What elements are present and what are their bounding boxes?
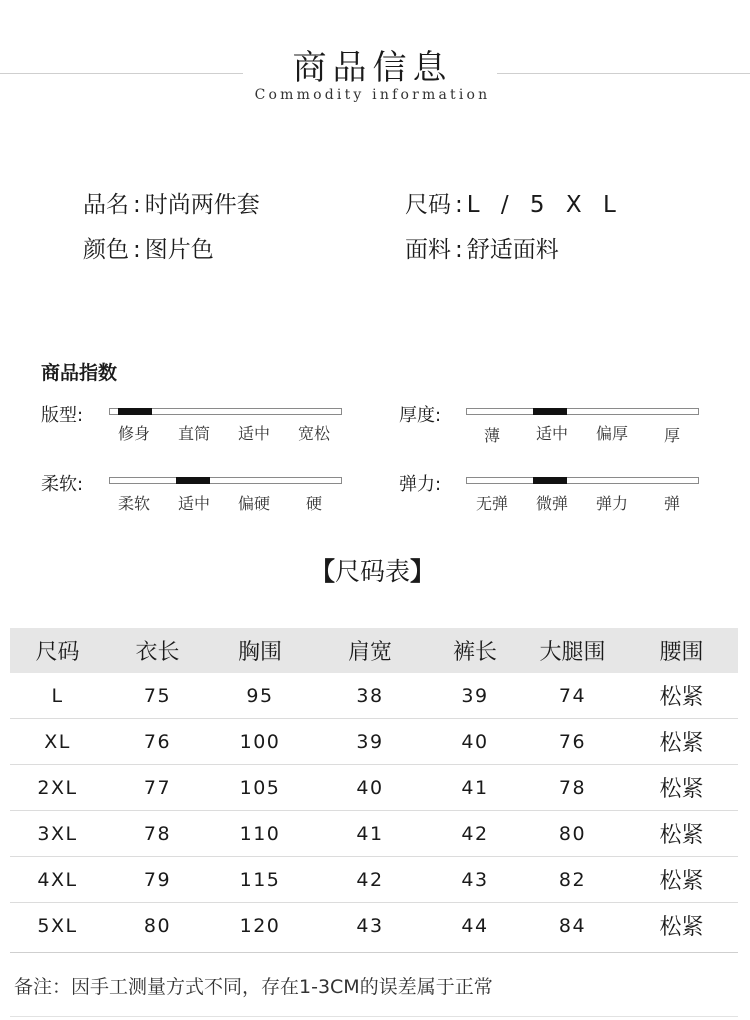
- table-cell: 42: [310, 857, 430, 903]
- table-row: [10, 673, 738, 719]
- table-cell: L: [10, 673, 105, 719]
- index-bar: [109, 408, 342, 415]
- table-cell: 82: [520, 857, 625, 903]
- column-header: 裤长: [430, 628, 520, 673]
- table-cell: 75: [105, 673, 210, 719]
- table-cell: 松紧: [625, 719, 738, 765]
- table-cell: 4XL: [10, 857, 105, 903]
- index-option: 偏硬: [237, 494, 271, 513]
- info-fabric-label: 面料: [405, 237, 451, 263]
- size-table: [10, 628, 738, 948]
- table-cell: 38: [310, 673, 430, 719]
- info-name-value: 时尚两件套: [144, 192, 260, 218]
- table-cell: 39: [310, 719, 430, 765]
- info-color-value: 图片色: [144, 237, 214, 263]
- table-cell: 115: [210, 857, 310, 903]
- table-cell: 80: [520, 811, 625, 857]
- table-cell: 78: [105, 811, 210, 857]
- page-subtitle: Commodity information: [254, 87, 491, 103]
- index-option: 偏厚: [595, 424, 629, 443]
- column-header: 衣长: [105, 628, 210, 673]
- index-option: 修身: [117, 424, 151, 443]
- table-cell: 松紧: [659, 915, 704, 940]
- table-row: [10, 765, 738, 811]
- info-color-label: 颜色: [83, 237, 129, 263]
- info-name-label: 品名: [83, 192, 129, 218]
- measurement-note: 备注：因手工测量方式不同，存在1-3CM的误差属于正常: [14, 976, 493, 998]
- table-cell: 43: [430, 857, 520, 903]
- table-cell: 79: [105, 857, 210, 903]
- index-option: 直筒: [177, 424, 211, 443]
- info-separator: :: [455, 192, 463, 218]
- page-bottom-rule: [10, 1016, 738, 1017]
- table-cell: 42: [430, 811, 520, 857]
- index-option: 弹力: [595, 494, 629, 513]
- title-bracket-close: 】: [410, 557, 436, 586]
- index-option: 硬: [305, 494, 323, 513]
- index-bar-marker: [533, 408, 567, 415]
- table-cell: 40: [310, 765, 430, 811]
- info-separator: :: [133, 192, 141, 218]
- table-bottom-rule: [10, 952, 738, 953]
- column-header: 大腿围: [520, 628, 625, 673]
- info-fabric: [405, 231, 559, 264]
- info-fabric-value: 舒适面料: [466, 237, 559, 263]
- table-cell: 84: [558, 914, 587, 937]
- index-option: 薄: [483, 426, 501, 445]
- column-header: 腰围: [625, 628, 738, 673]
- info-name: [83, 186, 260, 219]
- table-cell: 74: [520, 673, 625, 719]
- size-table-header-row: [10, 628, 738, 673]
- table-cell: 40: [430, 719, 520, 765]
- table-cell: 100: [210, 719, 310, 765]
- column-header: 胸围: [210, 628, 310, 673]
- table-cell: XL: [10, 719, 105, 765]
- table-cell: 松紧: [625, 811, 738, 857]
- index-option: 厚: [663, 426, 681, 445]
- info-separator: :: [133, 237, 141, 263]
- index-option: 弹: [663, 494, 681, 513]
- table-cell: 松紧: [625, 673, 738, 719]
- table-cell: 77: [105, 765, 210, 811]
- table-cell: 76: [520, 719, 625, 765]
- table-cell: 105: [210, 765, 310, 811]
- index-label: 厚度:: [399, 405, 442, 426]
- table-cell: 3XL: [10, 811, 105, 857]
- table-cell: 80: [143, 914, 172, 937]
- index-option: 适中: [237, 424, 271, 443]
- size-table-title-text: 尺码表: [334, 557, 410, 586]
- table-cell: 41: [310, 811, 430, 857]
- index-option: 适中: [535, 424, 569, 443]
- index-option: 宽松: [297, 424, 331, 443]
- table-row: [10, 857, 738, 903]
- column-header: 尺码: [10, 628, 105, 673]
- index-bar: [109, 477, 342, 484]
- table-row: [10, 811, 738, 857]
- page-title: 商品信息: [292, 48, 453, 88]
- index-bar-marker: [118, 408, 152, 415]
- table-row: [10, 719, 738, 765]
- table-cell: 110: [210, 811, 310, 857]
- info-color: [83, 231, 214, 264]
- index-section-title: 商品指数: [41, 362, 118, 384]
- index-label: 柔软:: [41, 474, 84, 495]
- table-cell: 松紧: [625, 765, 738, 811]
- table-cell: 120: [239, 914, 281, 937]
- info-size-label: 尺码: [405, 192, 451, 218]
- table-cell: 76: [105, 719, 210, 765]
- table-cell: 39: [430, 673, 520, 719]
- size-table-title: [0, 552, 745, 588]
- index-bar-marker: [533, 477, 567, 484]
- table-cell: 松紧: [625, 857, 738, 903]
- table-cell: 2XL: [10, 765, 105, 811]
- table-cell: 78: [520, 765, 625, 811]
- index-option: 柔软: [117, 494, 151, 513]
- index-option: 无弹: [475, 494, 509, 513]
- table-row: [10, 903, 738, 949]
- info-size-value: L / 5 X L: [466, 192, 623, 218]
- info-separator: :: [455, 237, 463, 263]
- table-cell: 95: [210, 673, 310, 719]
- table-cell: 5XL: [37, 914, 78, 937]
- index-bar: [466, 477, 699, 484]
- index-bar: [466, 408, 699, 415]
- index-option: 适中: [177, 494, 211, 513]
- table-cell: 44: [461, 914, 489, 937]
- table-cell: 43: [356, 914, 384, 937]
- index-bar-marker: [176, 477, 210, 484]
- column-header: 肩宽: [310, 628, 430, 673]
- index-label: 弹力:: [399, 474, 442, 495]
- index-label: 版型:: [41, 405, 84, 426]
- title-bracket-open: 【: [309, 557, 335, 586]
- table-cell: 41: [430, 765, 520, 811]
- index-option: 微弹: [535, 494, 569, 513]
- info-size: [405, 186, 623, 219]
